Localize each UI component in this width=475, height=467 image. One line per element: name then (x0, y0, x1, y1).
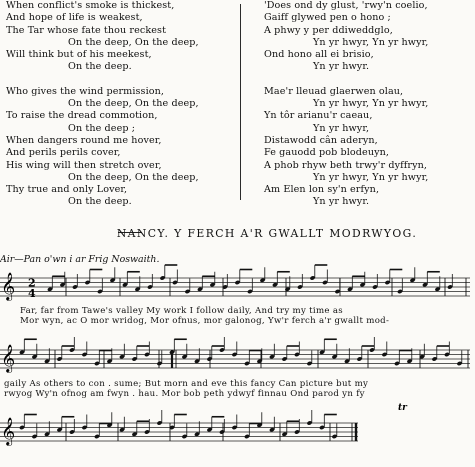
treble-clef-icon: 𝄞 (1, 272, 16, 300)
welsh-stanza-2 (264, 86, 428, 209)
lyrics-welsh-1: Mor wyn, ac O mor wridog, Mor ofnus, mor galonog, Yw'r ferch a'r gwallt mod- (20, 316, 390, 326)
verse-line: Yn yr hwyr, Yn yr hwyr, (313, 98, 429, 110)
verse-line: Fe gauodd pob blodeuyn, (264, 147, 390, 159)
english-stanza-2 (6, 86, 199, 209)
time-signature (28, 277, 36, 301)
verse-line: Yn yr hwyr, Yn yr hwyr, (313, 171, 429, 183)
verse-line: Am Elen lon sy'n erfyn, (264, 184, 380, 196)
lyrics-english-2: gaily As others to con . sume; But morn and eve this fancy Can picture but my (4, 379, 369, 389)
verse-line: On the deep. (68, 61, 132, 73)
verse-line: On the deep, On the deep, (68, 171, 199, 183)
verse-line: Thy true and only Lover, (6, 184, 128, 196)
english-verses (6, 0, 199, 221)
welsh-verses (264, 0, 428, 221)
trill-mark: tr (398, 403, 407, 413)
verse-line: His wing will then stretch over, (6, 159, 162, 171)
verse-line: Gaiff glywed pen o hono ; (264, 12, 391, 24)
time-signature-bottom: 4 (28, 287, 36, 300)
verse-line: Yn yr hwyr, Yn yr hwyr, (313, 36, 429, 48)
verse-line: Yn yr hwyr. (313, 196, 370, 208)
lyrics-english-1: Far, far from Tawe's valley My work I follow daily, And try my time as (20, 306, 343, 316)
verse-line: When conflict's smoke is thickest, (6, 0, 175, 11)
treble-clef-icon: 𝄞 (1, 417, 16, 445)
verse-line: A phob rhyw beth trwy'r dyffryn, (264, 159, 428, 171)
verse-line: On the deep. (68, 196, 132, 208)
verse-line: 'Does ond dy glust, 'rwy'n coelio, (264, 0, 428, 11)
lyrics-welsh-2: rwyog Wy'n ofnog am fwyn . hau. Mor bob peth ydwyf finnau Ond parod yn fy (4, 389, 365, 399)
verse-line: Ond hono all ei brisio, (264, 49, 374, 61)
column-divider (240, 4, 241, 200)
verse-line: And hope of life is weakest, (6, 12, 143, 24)
verse-line: Will think but of his meekest, (6, 49, 152, 61)
air-caption: Air—Pan o'wn i ar Frig Noswaith. (0, 254, 160, 265)
english-stanza-1 (6, 0, 199, 74)
verse-line: And perils perils cover, (6, 147, 121, 159)
verse-line: Yn tôr arianu'r caeau, (264, 110, 373, 122)
welsh-stanza-1 (264, 0, 428, 74)
verse-line: A phwy y per ddiweddglo, (264, 24, 393, 36)
verse-line: To raise the dread commotion, (6, 110, 158, 122)
music-staves (0, 260, 475, 467)
verse-line: On the deep, On the deep, (68, 36, 199, 48)
verse-line: Distawodd cân aderyn, (264, 134, 378, 146)
verse-line: Who gives the wind permission, (6, 85, 165, 97)
verse-line: Yn yr hwyr. (313, 61, 370, 73)
treble-clefs (1, 272, 15, 446)
verse-line: Yn yr hwyr, (313, 122, 370, 134)
verse-line: On the deep, On the deep, (68, 98, 199, 110)
verse-line: When dangers round me hover, (6, 134, 162, 146)
song-title: NANCY. Y FERCH A'R GWALLT MODRWYOG. (116, 227, 418, 240)
verse-line: Mae'r lleuad glaerwen olau, (264, 85, 404, 97)
time-signature-top: 2 (28, 276, 36, 290)
treble-clef-icon: 𝄞 (1, 344, 16, 372)
verse-line: The Tar whose fate thou reckest (6, 24, 167, 36)
verse-line: On the deep ; (68, 122, 136, 134)
